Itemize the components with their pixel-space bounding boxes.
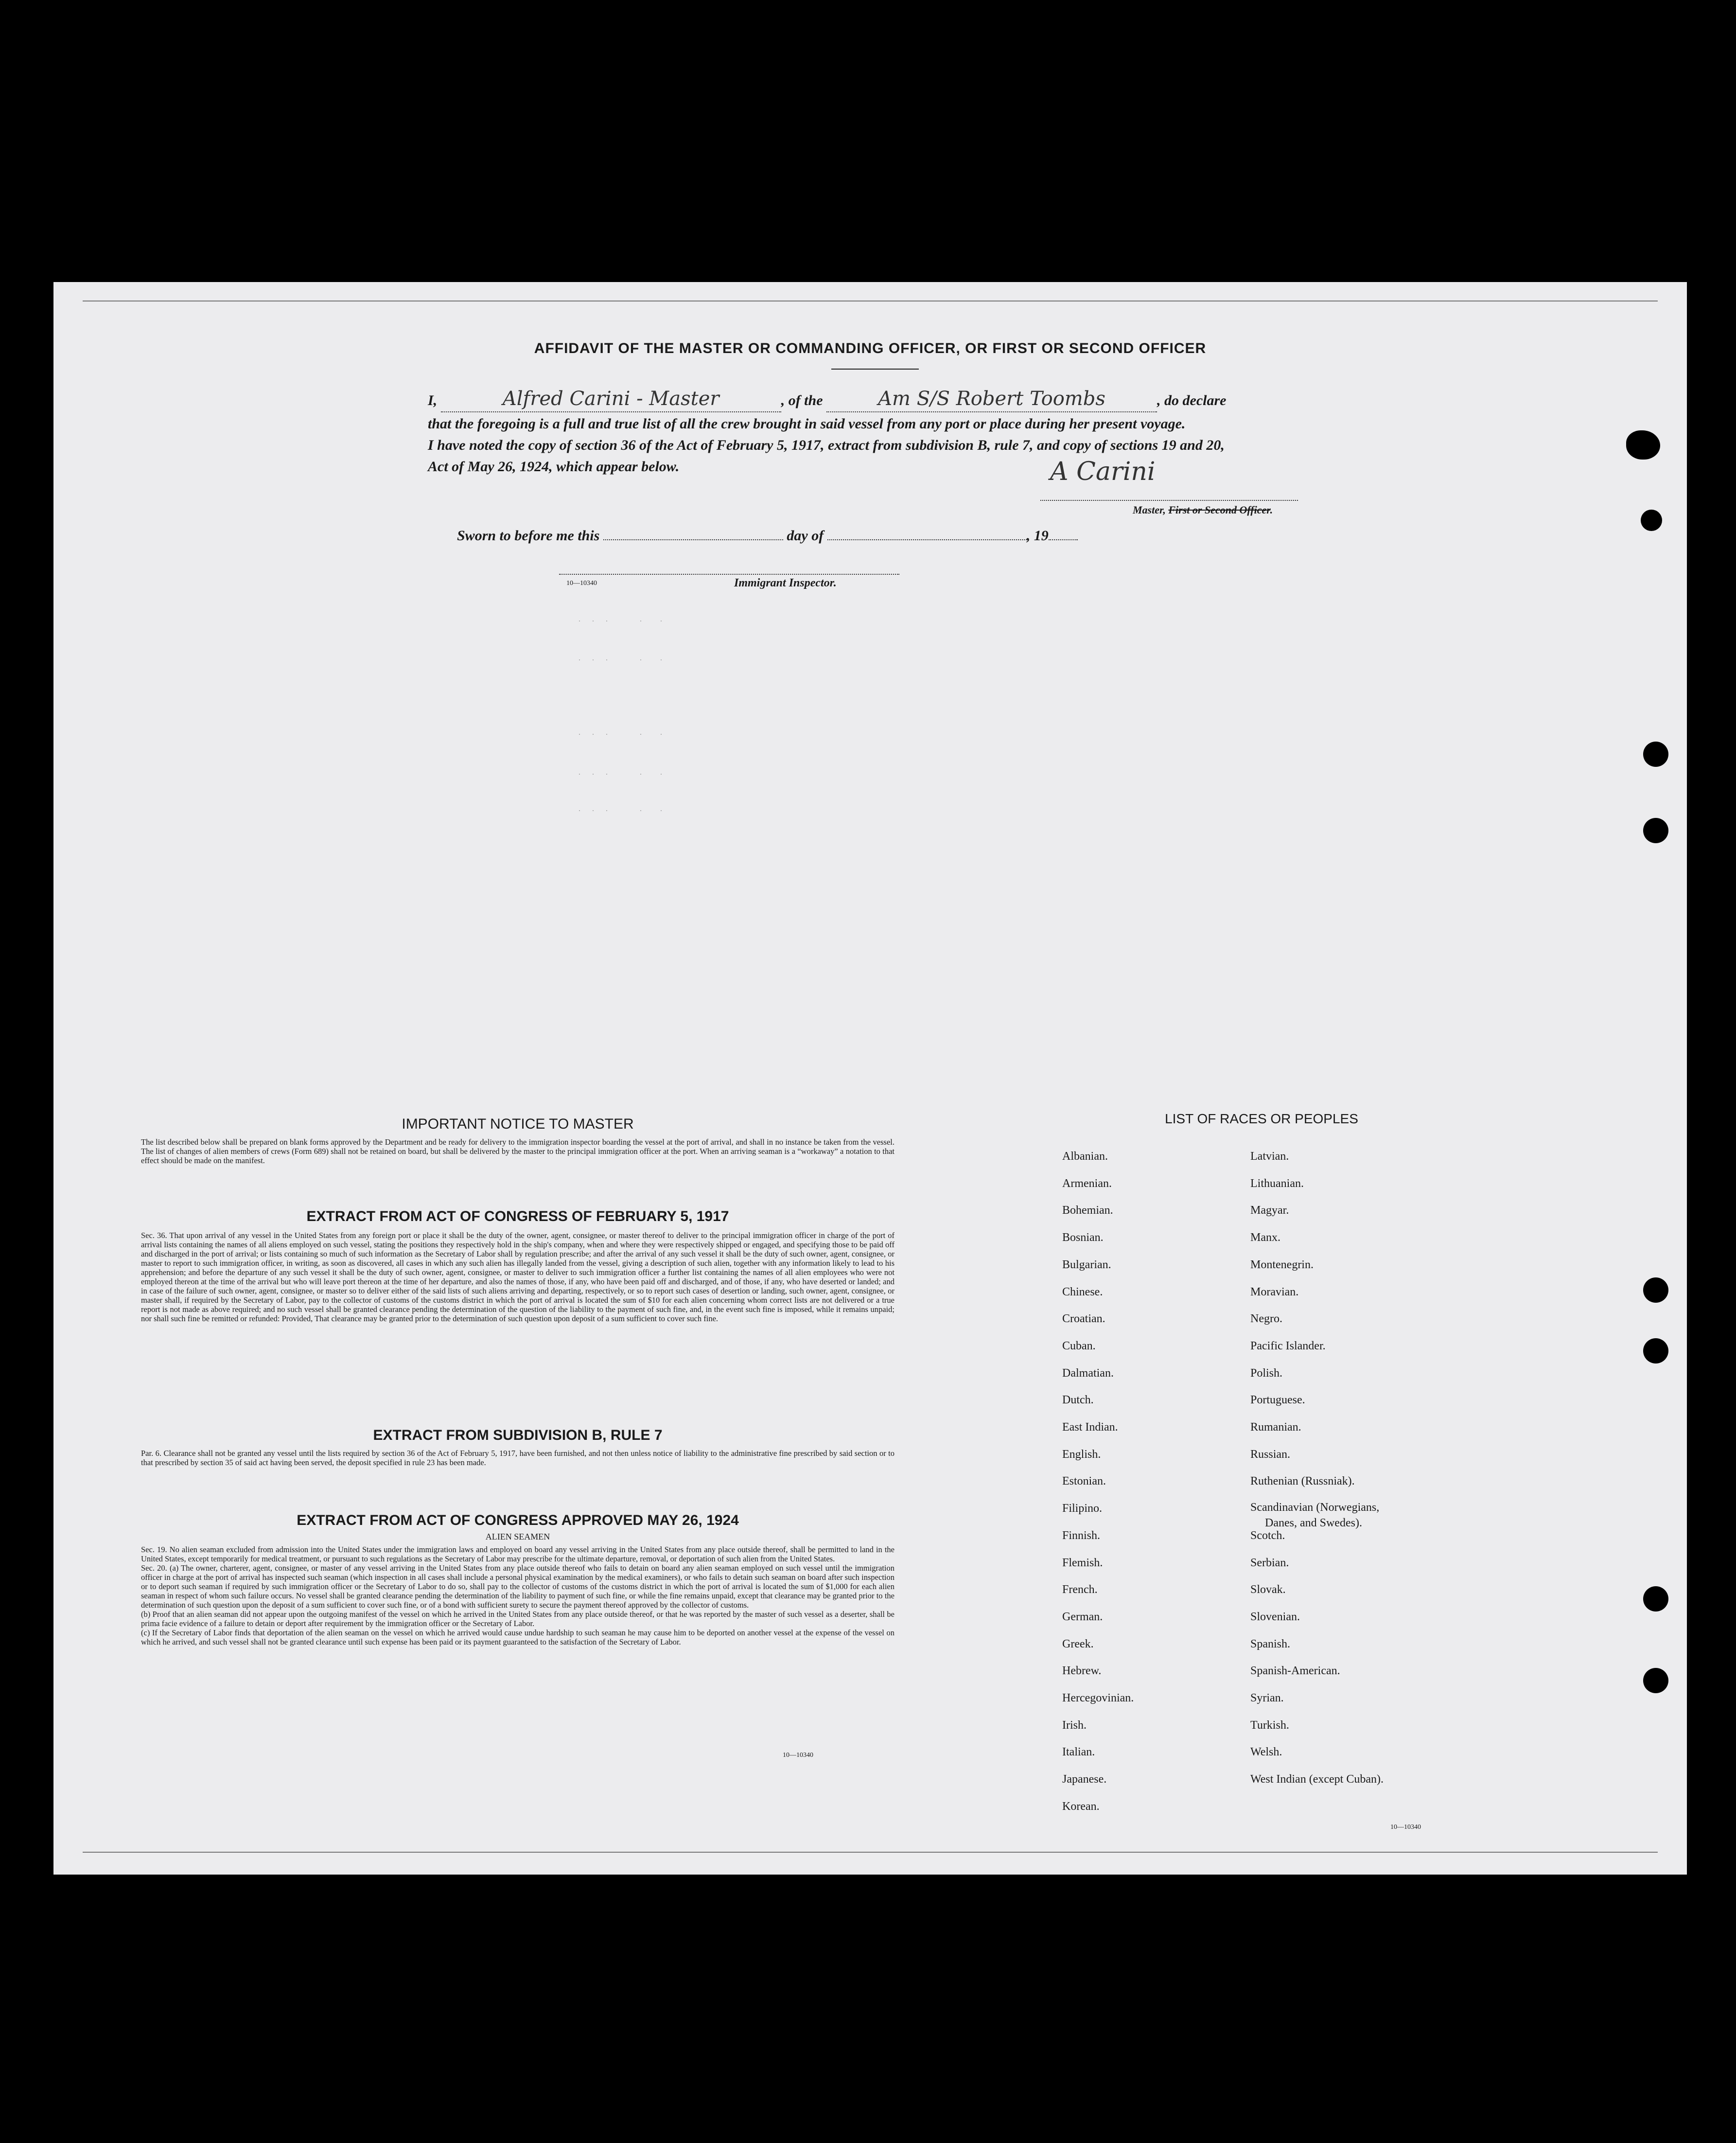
binder-hole	[1643, 1277, 1668, 1303]
sec-20b-text: (b) Proof that an alien seaman did not appear upon the outgoing manifest of the vessel on which he arrived in the United States from any place outside thereof, or that he was reported by the master of such vessel as a deserter, shall be prima facie evidence of a failure to detain or deport after requirement by the immigration officer or the Secretary of Labor.	[141, 1610, 894, 1628]
sec-20a-text: Sec. 20. (a) The owner, charterer, agent, consignee, or master of any vessel arriving in the United States from any place outside thereof who fails to detain on board any alien seaman employed on such vessel until the immigration officer in charge at the port of arrival has inspected such seaman (which inspection in all cases shall include a personal physical examination by the medical examiners), or who fails to detain such seaman on board after such inspection or to deport such seaman if required by such immigration officer or the Secretary of Labor to do so, shall pay to the collector of customs of the customs district in which the port of arrival is located the sum of $1,000 for each alien seaman in respect of whom such failure occurs. No vessel shall be granted clearance pending the determination of the liability to payment of such fine, or while the fine remains unpaid, except that clearance may be granted prior to the determination of such question upon the deposit of a sum sufficient to cover such fine, or of a bond with sufficient surety to secure the payment thereof approved by the collector of customs.	[141, 1563, 894, 1610]
race-item: Rumanian.	[1250, 1421, 1301, 1434]
race-item: Bohemian.	[1062, 1204, 1113, 1217]
race-item: West Indian (except Cuban).	[1250, 1773, 1384, 1786]
extract-1917-title: EXTRACT FROM ACT OF CONGRESS OF FEBRUARY 5, 1917	[306, 1208, 729, 1224]
race-item: Spanish.	[1250, 1637, 1291, 1650]
race-item: Pacific Islander.	[1250, 1339, 1326, 1352]
sworn-month-field	[827, 539, 1027, 540]
race-item: Russian.	[1250, 1448, 1291, 1461]
bleed-through-dots: . . . . .	[579, 805, 667, 813]
extract-1924-title: EXTRACT FROM ACT OF CONGRESS APPROVED MAY 26, 1924	[297, 1512, 739, 1528]
race-item: Greek.	[1062, 1637, 1094, 1650]
race-item: Negro.	[1250, 1312, 1282, 1326]
race-item: Serbian.	[1250, 1556, 1289, 1569]
master-signature: A Carini	[1050, 457, 1156, 486]
affidavit-title: AFFIDAVIT OF THE MASTER OR COMMANDING OFFICER, OR FIRST OR SECOND OFFICER	[534, 340, 1207, 356]
affidavit-line-3: I have noted the copy of section 36 of the Act of February 5, 1917, extract from subdivision B, rule 7, and copy of sections 19 and 20,	[428, 437, 1225, 453]
race-item: Scotch.	[1250, 1529, 1285, 1542]
race-item: Chinese.	[1062, 1285, 1103, 1298]
extract-1917	[141, 1208, 894, 1323]
extract-form-number: 10—10340	[783, 1752, 813, 1759]
race-item: Welsh.	[1250, 1746, 1282, 1759]
notice-text: The list described below shall be prepared on blank forms approved by the Department and be ready for delivery to the immigration inspector boarding the vessel at the port of arrival, and shall in no instance be taken from the vessel. The list of changes of alien members of crews (Form 689) shall not be retained on board, but shall be delivered by the master to the principal immigration officer at the port. When an arriving seaman is a “workaway” a notation to that effect should be made on the manifest.	[141, 1137, 894, 1165]
inspector-signature-line	[559, 574, 899, 575]
frame-line-bottom	[83, 1852, 1658, 1853]
race-item: Latvian.	[1250, 1150, 1289, 1163]
officer-struck: First or Second Officer	[1168, 504, 1270, 516]
binder-hole	[1643, 742, 1668, 767]
race-item: Portuguese.	[1250, 1394, 1305, 1407]
bleed-through-dots: . . . . .	[579, 615, 667, 623]
race-item: Italian.	[1062, 1746, 1095, 1759]
ink-blot	[1626, 430, 1660, 460]
race-item: Slovenian.	[1250, 1610, 1300, 1623]
binder-hole	[1643, 1338, 1668, 1364]
bleed-through-dots: . . . . .	[579, 654, 667, 662]
notice-title: IMPORTANT NOTICE TO MASTER	[402, 1116, 634, 1132]
alien-seamen-subtitle: ALIEN SEAMEN	[485, 1532, 550, 1541]
race-item: Montenegrin.	[1250, 1258, 1314, 1271]
race-item: Finnish.	[1062, 1529, 1101, 1542]
race-item: Danes, and Swedes).	[1265, 1517, 1362, 1530]
bleed-through-dots: . . . . .	[579, 728, 667, 737]
race-item: East Indian.	[1062, 1421, 1118, 1434]
race-item: Lithuanian.	[1250, 1177, 1304, 1190]
vessel-name-field	[826, 388, 1157, 412]
master-name: Alfred Carini - Master	[502, 388, 719, 410]
races-title: LIST OF RACES OR PEOPLES	[1165, 1111, 1358, 1126]
race-item: Armenian.	[1062, 1177, 1112, 1190]
race-item: Albanian.	[1062, 1150, 1108, 1163]
rule-7-text: Par. 6. Clearance shall not be granted any vessel until the lists required by section 36 of the Act of February 5, 1917, have been furnished, and not then unless notice of liability to the administrative fine prescribed by said section or to that prescribed by section 35 of said act having been served, the deposit specified in rule 23 has been made.	[141, 1449, 894, 1467]
master-name-field	[441, 388, 781, 412]
race-item: Turkish.	[1250, 1718, 1289, 1732]
sworn-day-field	[603, 539, 783, 540]
race-item: Syrian.	[1250, 1692, 1284, 1704]
affidavit-form-number: 10—10340	[566, 580, 597, 587]
extract-rule-7	[141, 1427, 894, 1467]
race-item: Croatian.	[1062, 1312, 1105, 1326]
do-declare-label: , do declare	[1157, 392, 1227, 408]
race-item: Spanish-American.	[1250, 1665, 1340, 1678]
day-of-label: day of	[787, 528, 824, 544]
sworn-line	[457, 525, 1420, 547]
race-item: Scandinavian (Norwegians,	[1250, 1501, 1380, 1514]
race-item: Polish.	[1250, 1366, 1283, 1380]
race-item: Irish.	[1062, 1718, 1087, 1732]
race-item: English.	[1062, 1448, 1101, 1461]
race-item: Dutch.	[1062, 1394, 1094, 1407]
binder-hole	[1643, 1668, 1668, 1693]
race-item: German.	[1062, 1610, 1103, 1623]
affidavit-line-2: that the foregoing is a full and true list of all the crew brought in said vessel from any port or place during her present voyage.	[428, 416, 1186, 432]
extract-1924	[141, 1512, 894, 1647]
officer-title	[1133, 504, 1273, 516]
title-underline	[831, 369, 919, 370]
race-item: Estonian.	[1062, 1475, 1106, 1488]
affidavit-line-4: Act of May 26, 1924, which appear below.	[428, 459, 680, 475]
race-item: Cuban.	[1062, 1339, 1096, 1352]
race-item: Manx.	[1250, 1231, 1280, 1244]
affidavit-line-1	[428, 388, 1390, 412]
officer-master: Master,	[1133, 504, 1166, 516]
race-item: Moravian.	[1250, 1285, 1299, 1298]
race-item: Bosnian.	[1062, 1231, 1104, 1244]
officer-end: .	[1270, 504, 1273, 516]
sec-19-text: Sec. 19. No alien seaman excluded from admission into the United States under the immigration laws and employed on board any vessel arriving in the United States from any place outside thereof, shall be permitted to land in the United States, except temporarily for medical treatment, or pursuant to such regulations as the Secretary of Labor may prescribe for the ultimate departure, removal, or deportation of such alien from the United States.	[141, 1545, 894, 1563]
race-item: Filipino.	[1062, 1502, 1103, 1515]
bleed-through-dots: . . . . .	[579, 768, 667, 777]
document-page	[53, 282, 1687, 1875]
sec-20c-text: (c) If the Secretary of Labor finds that deportation of the alien seaman on the vessel on which he arrived would cause undue hardship to such seaman he may cause him to be deported on another vessel at the expense of the vessel on which he arrived, and such vessel shall not be granted clearance until such expense has been paid or its payment guaranteed to the satisfaction of the Secretary of Labor.	[141, 1628, 894, 1647]
race-item: Flemish.	[1062, 1556, 1103, 1569]
i-label: I,	[428, 392, 438, 408]
race-item: Japanese.	[1062, 1773, 1107, 1786]
race-item: Dalmatian.	[1062, 1366, 1114, 1380]
extract-1917-text: Sec. 36. That upon arrival of any vessel in the United States from any foreign port or place it shall be the duty of the owner, agent, consignee, or master thereof to deliver to the principal immigration officer in charge of the port of arrival lists containing the names of all aliens employed on such vessel, stating the positions they respectively hold in the ship's company, when and where they were respectively shipped or engaged, and specifying those to be paid off and discharged in the port of arrival; or lists containing so much of such information as the Secretary of Labor shall by regulation prescribe; and after the arrival of any such vessel it shall be the duty of such owner, agent, consignee, or master to report to such immigration officer, in writing, as soon as discovered, all cases in which any such alien has illegally landed from the vessel, giving a description of such alien, together with any information likely to lead to his apprehension; and before the departure of any such vessel it shall be the duty of such owner, agent, consignee, or master to deliver to such immigration officer a further list containing the names of all alien employees who were not employed thereon at the time of the arrival but who will leave port thereon at the time of her departure, and also the names of those, if any, who have been paid off and discharged, and of those, if any, who have deserted or landed; and in case of the failure of such owner, agent, consignee, or master so to deliver either of the said lists of such aliens arriving and departing, respectively, or so to report such cases of desertion or landing, such owner, agent, consignee, or master shall, if required by the Secretary of Labor, pay to the collector of customs of the customs district in which the port of arrival is located the sum of $10 for each alien concerning whom correct lists are not delivered or a true report is not made as above required; and no such vessel shall be granted clearance pending the determination of the question of the liability to the payment of such fine, and, in the event such fine is imposed, while it remains unpaid; nor shall such fine be remitted or refunded: Provided, That clearance may be granted prior to the determination of such question upon deposit of a sum sufficient to cover such fine.	[141, 1231, 894, 1323]
race-item: Bulgarian.	[1062, 1258, 1111, 1271]
race-item: Slovak.	[1250, 1583, 1286, 1596]
race-item: Hercegovinian.	[1062, 1692, 1134, 1704]
race-item: Ruthenian (Russniak).	[1250, 1475, 1355, 1488]
race-item: Korean.	[1062, 1800, 1100, 1813]
vessel-name: Am S/S Robert Toombs	[878, 388, 1105, 410]
races-form-number: 10—10340	[1390, 1824, 1421, 1831]
binder-hole	[1643, 818, 1668, 843]
sworn-label: Sworn to before me this	[457, 528, 600, 544]
race-item: Hebrew.	[1062, 1665, 1102, 1678]
race-item: Magyar.	[1250, 1204, 1289, 1217]
sworn-year-field	[1049, 539, 1078, 540]
of-the-label: , of the	[781, 392, 823, 408]
binder-hole	[1643, 1586, 1668, 1612]
binder-hole	[1641, 510, 1662, 531]
rule-7-title: EXTRACT FROM SUBDIVISION B, RULE 7	[373, 1427, 663, 1443]
signature-line	[1040, 500, 1298, 501]
inspector-label: Immigrant Inspector.	[734, 577, 837, 589]
important-notice	[141, 1116, 894, 1165]
race-item: French.	[1062, 1583, 1098, 1596]
year-prefix: , 19	[1026, 528, 1049, 544]
